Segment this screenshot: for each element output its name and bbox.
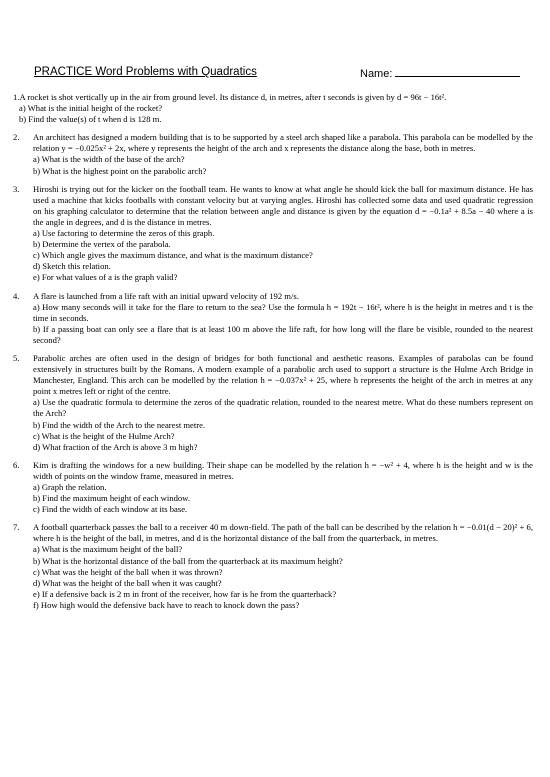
question-line: Parabolic arches are often used in the design of bridges for both functional and aesthetic reasons. Examples of parabolas can be found extensively in structures built by the Romans. A modern example of a parabolic arch used to support a structure is the Hulme Arch Bridge in Manchester, England. This arch can be modelled by the relation h = −0.037x² + 25, where h represents the height of the arch in metres at any point x metres left or right of the centre. xyxy=(33,352,533,397)
question-line: a) How many seconds will it take for the flare to return to the sea? Use the formula h = 192t − 16t², where h is the height in metres and t is the time in seconds. xyxy=(33,301,533,323)
page-title: PRACTICE Word Problems with Quadratics xyxy=(34,66,257,78)
question-line: a) Graph the relation. xyxy=(33,482,107,492)
question-line: c) Find the width of each window at its base. xyxy=(33,504,188,515)
question-number: 1. xyxy=(13,92,20,102)
question-line: b) What is the horizontal distance of the ball from the quarterback at its maximum height? xyxy=(33,555,343,566)
question-number: 4. xyxy=(13,290,20,301)
question-line: d) What was the height of the ball when it was caught? xyxy=(33,577,222,588)
question-5 xyxy=(13,353,533,453)
question-line: d) What fraction of the Arch is above 3 m high? xyxy=(33,441,198,452)
question-line: a) Use factoring to determine the zeros of this graph. xyxy=(33,228,215,239)
question-line: Kim is drafting the windows for a new building. Their shape can be modelled by the relation h = −w² + 4, where h is the height and w is the width of points on the window frame, measured in metres. xyxy=(33,459,533,481)
name-blank-line xyxy=(395,66,520,77)
question-2 xyxy=(13,132,533,176)
question-line: Hiroshi is trying out for the kicker on the football team. He wants to know at what angle he should kick the ball for maximum distance. He has used a machine that kicks footballs with constant velocity but at varying angles. Hiroshi has collected some data and used quadratic regression on his graphing calculator to determine that the relation between angle and distance is given by the equation d = −0.1a² + 8.5a − 40 where a is the angle in degrees, and d is the distance in metres. xyxy=(33,183,533,227)
question-line: c) What is the height of the Hulme Arch? xyxy=(33,430,175,441)
question-4 xyxy=(13,291,533,346)
question-number: 5. xyxy=(13,352,20,363)
question-line: c) What was the height of the ball when it was thrown? xyxy=(33,566,223,577)
question-line: b) Determine the vertex of the parabola. xyxy=(33,239,171,250)
questions-list xyxy=(13,92,533,618)
question-3 xyxy=(13,184,533,284)
question-line: b) If a passing boat can only see a flare that is at least 100 m above the life raft, for how long will the flare be visible, rounded to the nearest second? xyxy=(33,323,533,345)
question-line: b) Find the maximum height of each window. xyxy=(33,493,190,504)
question-line: d) Sketch this relation. xyxy=(33,261,111,272)
question-line: A flare is launched from a life raft with an initial upward velocity of 192 m/s. xyxy=(33,290,299,301)
question-1 xyxy=(13,92,533,125)
question-line: 1.A rocket is shot vertically up in the air from ground level. Its distance d, in metres, after t seconds is given by d = 96t − 16t². xyxy=(13,92,447,102)
question-line: a) What is the width of the base of the arch? xyxy=(33,154,185,165)
name-field xyxy=(360,66,520,80)
question-line: f) How high would the defensive back have to reach to knock down the pass? xyxy=(33,599,300,610)
question-line: e) If a defensive back is 2 m in front of the receiver, how far is he from the quarterback? xyxy=(33,588,337,599)
question-number: 3. xyxy=(13,183,20,194)
question-line: c) Which angle gives the maximum distance, and what is the maximum distance? xyxy=(33,250,313,261)
question-number: 7. xyxy=(13,522,20,533)
question-7 xyxy=(13,522,533,611)
question-number: 2. xyxy=(13,132,20,143)
question-6 xyxy=(13,460,533,515)
question-line: b) Find the width of the Arch to the nearest metre. xyxy=(33,419,206,430)
question-line: a) Use the quadratic formula to determine the zeros of the quadratic relation, rounded to the nearest metre. What do these numbers represent on the Arch? xyxy=(33,397,533,419)
question-line: b) What is the highest point on the parabolic arch? xyxy=(33,165,207,176)
question-line: a) What is the initial height of the rocket? xyxy=(19,103,163,114)
question-line: A football quarterback passes the ball to a receiver 40 m down-field. The path of the ball can be described by the relation h = −0.01(d − 20)² + 6, where h is the height of the ball, in metres, and d is the horizontal distance of the ball from the quarterback, in metres. xyxy=(33,522,533,544)
question-number: 6. xyxy=(13,459,20,470)
question-line: b) Find the value(s) of t when d is 128 m. xyxy=(19,114,162,125)
question-line: e) For what values of a is the graph valid? xyxy=(33,272,178,283)
question-line: An architect has designed a modern building that is to be supported by a steel arch shaped like a parabola. This parabola can be modelled by the relation y = −0.025x² + 2x, where y represents the height of the arch and x represents the distance along the base, both in metres. xyxy=(33,132,533,154)
question-line: a) What is the maximum height of the ball? xyxy=(33,544,183,555)
name-label: Name: xyxy=(360,68,393,80)
